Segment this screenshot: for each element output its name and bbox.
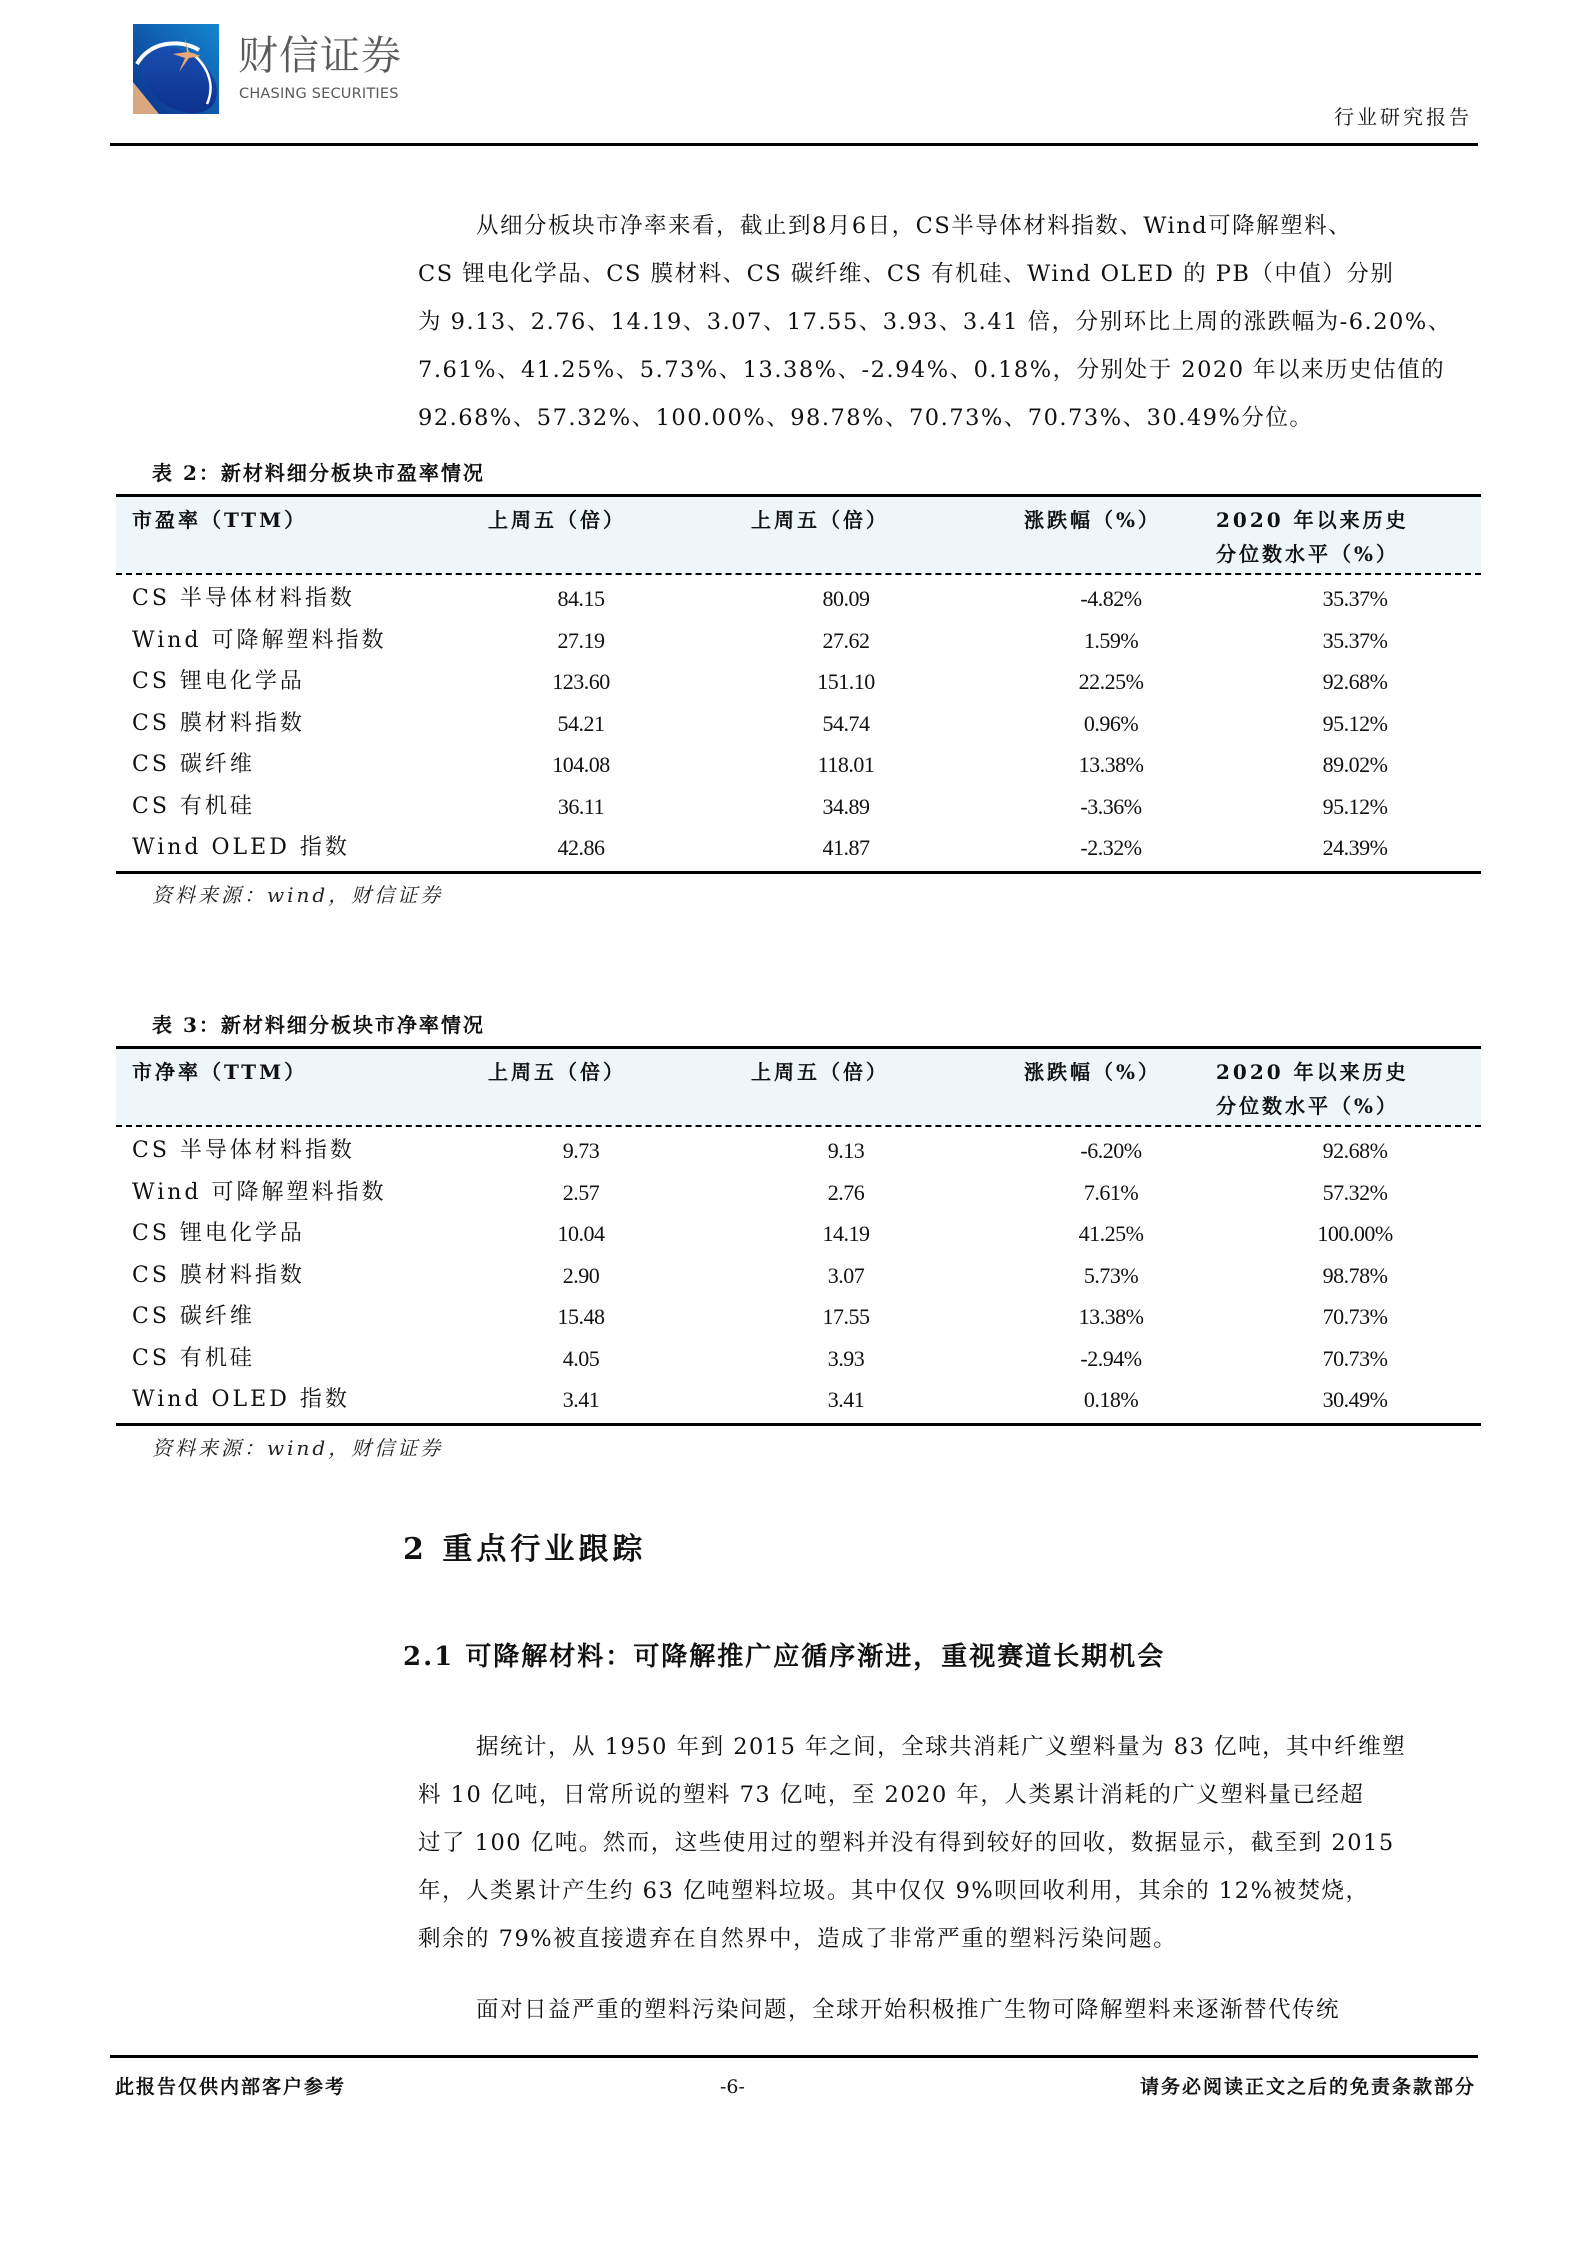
table-row [116,1338,1481,1380]
percentile: 24.39% [1322,835,1388,860]
value-2: 80.09 [822,586,870,611]
change-pct: 1.59% [1083,627,1139,653]
value-2: 118.01 [817,752,875,777]
value-1: 42.86 [557,835,605,860]
index-name: Wind OLED 指数 [132,1387,350,1412]
value-2: 27.62 [822,627,870,653]
change-pct: -4.82% [1080,586,1142,611]
percentile: 100.00% [1317,1221,1393,1246]
value-1: 3.41 [562,1387,600,1412]
value-1: 15.48 [557,1304,605,1329]
value-2: 9.13 [827,1138,865,1163]
table-row [116,786,1481,828]
percentile: 98.78% [1322,1262,1388,1288]
table2-pe-ratio [116,494,1481,874]
table-row [116,703,1481,745]
change-pct: -2.32% [1080,835,1142,860]
value-1: 84.15 [557,586,605,611]
header-index-name: 市盈率（TTM） [132,508,308,532]
index-name: Wind 可降解塑料指数 [132,627,387,653]
paragraph-line: 面对日益严重的塑料污染问题，全球开始积极推广生物可降解塑料来逐渐替代传统 [476,1997,1341,2023]
change-pct: 22.25% [1078,669,1144,694]
company-logo-icon [133,24,219,114]
percentile: 35.37% [1322,586,1388,611]
table-row [116,620,1481,662]
paragraph-line: 年，人类累计产生约 63 亿吨塑料垃圾。其中仅仅 9%呗回收利用，其余的 12%被焚烧， [418,1878,1370,1904]
table-row [116,1296,1481,1338]
footer-disclaimer-right: 请务必阅读正文之后的免责条款部分 [1139,2076,1476,2098]
header-percentile-line1: 2020 年以来历史 [1216,508,1409,532]
value-2: 151.10 [817,669,875,694]
change-pct: 7.61% [1083,1179,1139,1205]
value-1: 54.21 [557,710,605,736]
header-percentile-line2: 分位数水平（%） [1216,542,1400,566]
paragraph-line: 过了 100 亿吨。然而，这些使用过的塑料并没有得到较好的回收，数据显示，截至到 2015 [418,1830,1395,1856]
section-heading: 2 重点行业跟踪 [403,1532,647,1567]
index-name: CS 锂电化学品 [132,669,305,694]
table3-pb-ratio [116,1046,1481,1426]
value-1: 10.04 [557,1221,605,1246]
percentile: 35.37% [1322,627,1388,653]
paragraph-line: 7.61%、41.25%、5.73%、13.38%、-2.94%、0.18%，分别处于 2020 年以来历史估值的 [418,357,1446,383]
percentile: 95.12% [1322,710,1388,736]
index-name: Wind OLED 指数 [132,835,350,860]
percentile: 30.49% [1322,1387,1388,1412]
table2-source: 资料来源：wind，财信证券 [152,883,444,907]
change-pct: 5.73% [1083,1262,1139,1288]
value-2: 2.76 [827,1179,865,1205]
change-pct: 41.25% [1078,1221,1144,1246]
table-row [116,1379,1481,1421]
table-row [116,1255,1481,1297]
percentile: 57.32% [1322,1179,1388,1205]
value-2: 41.87 [822,835,870,860]
paragraph-line: 为 9.13、2.76、14.19、3.07、17.55、3.93、3.41 倍，分别环比上周的涨跌幅为-6.20%、 [418,309,1452,335]
index-name: CS 半导体材料指数 [132,1138,355,1163]
value-1: 27.19 [557,627,605,653]
change-pct: 0.96% [1083,710,1139,736]
value-1: 9.73 [562,1138,600,1163]
value-1: 2.57 [562,1179,600,1205]
percentile: 95.12% [1322,793,1388,819]
table-row [116,827,1481,869]
value-2: 34.89 [822,793,870,819]
footer-disclaimer-left: 此报告仅供内部客户参考 [115,2076,347,2098]
value-1: 2.90 [562,1262,600,1288]
value-1: 123.60 [552,669,610,694]
company-name-cn: 财信证券 [238,33,402,79]
paragraph-line: 据统计，从 1950 年到 2015 年之间，全球共消耗广义塑料量为 83 亿吨，其中纤维塑 [476,1734,1407,1760]
percentile: 70.73% [1322,1345,1388,1371]
index-name: CS 有机硅 [132,793,255,819]
table-row [116,1172,1481,1214]
company-name-en: CHASING SECURITIES [239,86,399,102]
table-bottom-rule [116,871,1481,874]
value-2: 17.55 [822,1304,870,1329]
index-name: CS 有机硅 [132,1345,255,1371]
value-1: 36.11 [557,793,605,819]
index-name: CS 膜材料指数 [132,710,305,736]
header-change-pct: 涨跌幅（%） [1024,1060,1162,1084]
value-1: 104.08 [552,752,610,777]
change-pct: 13.38% [1078,752,1144,777]
table-header-row [116,497,1481,575]
table-row [116,1213,1481,1255]
index-name: CS 锂电化学品 [132,1221,305,1246]
index-name: Wind 可降解塑料指数 [132,1179,387,1205]
header-last-friday-1: 上周五（倍） [488,508,626,532]
table-header-row [116,1049,1481,1127]
subsection-heading: 2.1 可降解材料：可降解推广应循序渐进，重视赛道长期机会 [403,1642,1166,1672]
index-name: CS 半导体材料指数 [132,586,355,611]
value-1: 4.05 [562,1345,600,1371]
change-pct: -2.94% [1080,1345,1142,1371]
percentile: 92.68% [1322,669,1388,694]
paragraph-line: 92.68%、57.32%、100.00%、98.78%、70.73%、70.73%、30.49%分位。 [418,405,1314,431]
header-change-pct: 涨跌幅（%） [1024,508,1162,532]
paragraph-line: CS 锂电化学品、CS 膜材料、CS 碳纤维、CS 有机硅、Wind OLED 的 PB（中值）分别 [418,261,1395,287]
value-2: 54.74 [822,710,870,736]
header-last-friday-1: 上周五（倍） [488,1060,626,1084]
table2-caption: 表 2：新材料细分板块市盈率情况 [152,461,485,485]
value-2: 14.19 [822,1221,870,1246]
header-last-friday-2: 上周五（倍） [751,1060,889,1084]
percentile: 92.68% [1322,1138,1388,1163]
percentile: 70.73% [1322,1304,1388,1329]
paragraph-line: 剩余的 79%被直接遗弃在自然界中，造成了非常严重的塑料污染问题。 [418,1926,1178,1952]
header-percentile-line2: 分位数水平（%） [1216,1094,1400,1118]
index-name: CS 膜材料指数 [132,1262,305,1288]
header-divider [110,143,1478,146]
table3-caption: 表 3：新材料细分板块市净率情况 [152,1013,485,1037]
table-row [116,661,1481,703]
change-pct: 13.38% [1078,1304,1144,1329]
change-pct: -3.36% [1080,793,1142,819]
index-name: CS 碳纤维 [132,752,255,777]
value-2: 3.07 [827,1262,865,1288]
percentile: 89.02% [1322,752,1388,777]
section-paragraph-2 [418,1986,1486,2034]
page-number: -6- [720,2076,745,2098]
section-paragraph-1 [418,1723,1486,1963]
table-row [116,1130,1481,1172]
intro-paragraph [418,202,1486,442]
value-2: 3.93 [827,1345,865,1371]
value-2: 3.41 [827,1387,865,1412]
change-pct: 0.18% [1083,1387,1139,1412]
paragraph-line: 料 10 亿吨，日常所说的塑料 73 亿吨，至 2020 年，人类累计消耗的广义塑料量已经超 [418,1782,1365,1808]
table-bottom-rule [116,1423,1481,1426]
report-type-label: 行业研究报告 [1334,105,1472,129]
table-row [116,744,1481,786]
paragraph-line: 从细分板块市净率来看，截止到8月6日，CS半导体材料指数、Wind可降解塑料、 [476,213,1353,239]
header-last-friday-2: 上周五（倍） [751,508,889,532]
footer-divider [110,2055,1478,2058]
index-name: CS 碳纤维 [132,1304,255,1329]
header-index-name: 市净率（TTM） [132,1060,308,1084]
change-pct: -6.20% [1080,1138,1142,1163]
table3-source: 资料来源：wind，财信证券 [152,1436,444,1460]
table-row [116,578,1481,620]
header-percentile-line1: 2020 年以来历史 [1216,1060,1409,1084]
